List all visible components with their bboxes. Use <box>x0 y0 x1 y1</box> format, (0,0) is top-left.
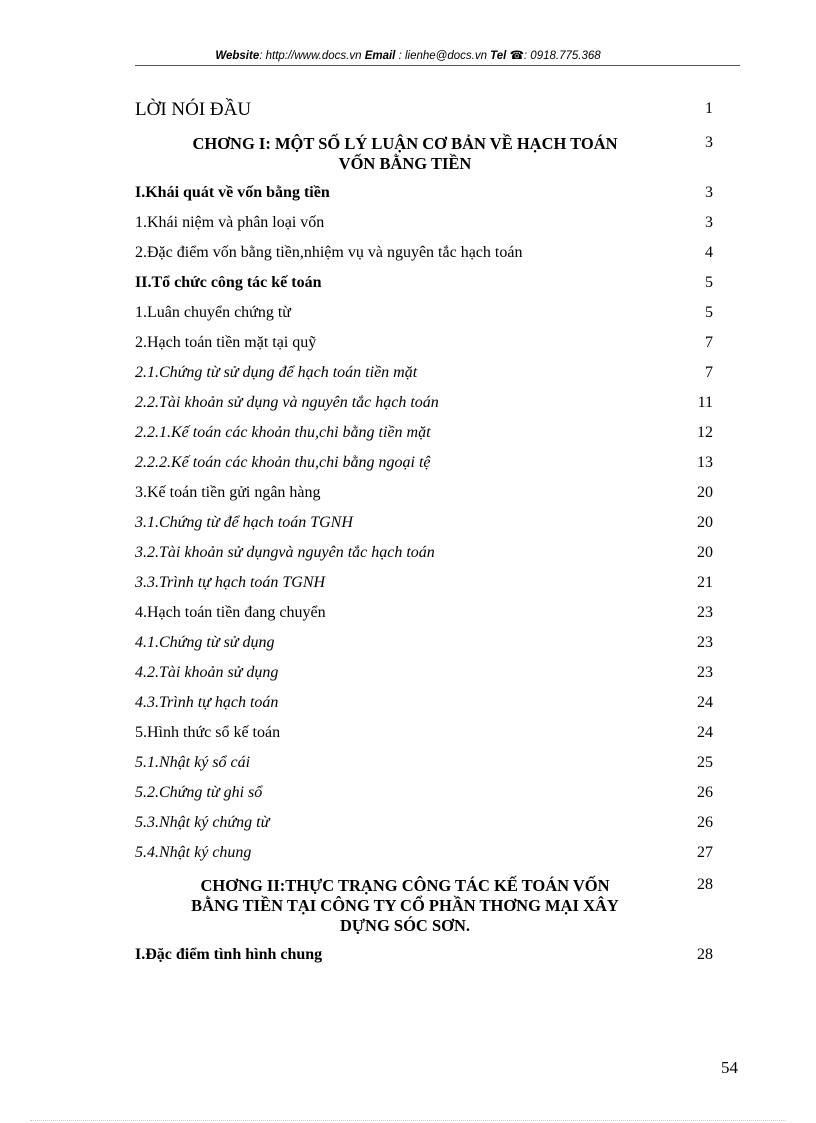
toc-page-number: 24 <box>697 724 713 741</box>
chapter2-line: DỰNG SÓC SƠN. <box>339 916 471 935</box>
toc-entry-text: I.Khái quát về vốn bằng tiền <box>135 184 330 201</box>
toc-page-number: 23 <box>697 664 713 681</box>
toc-entry-text: 2.2.Tài khoản sử dụng và nguyên tắc hạch toán <box>135 394 439 411</box>
toc-page-number: 26 <box>697 814 713 831</box>
toc-page-number: 5 <box>705 304 713 321</box>
email-label: Email <box>364 50 396 62</box>
toc-page-number: 21 <box>697 574 713 591</box>
toc-page-number: 25 <box>697 754 713 771</box>
toc-page-number: 11 <box>697 394 713 411</box>
toc-page-number: 3 <box>705 184 713 201</box>
toc-entry-text: 5.2.Chứng từ ghi sổ <box>135 784 263 801</box>
toc-entry-text: II.Tổ chức công tác kế toán <box>135 274 322 291</box>
toc-entry-text: 2.2.1.Kế toán các khoản thu,chi bằng tiền mặt <box>135 424 431 441</box>
toc-page-number: 4 <box>705 244 713 261</box>
email-value: : lienhe@docs.vn <box>398 50 487 62</box>
toc-title: LỜI NÓI ĐẦU <box>135 99 252 120</box>
toc-page-number: 3 <box>705 134 713 151</box>
page-header <box>0 48 816 62</box>
chapter1-heading <box>135 134 675 174</box>
toc-entry-text: 5.Hình thức sổ kế toán <box>135 724 281 741</box>
toc-entry-text: 2.Hạch toán tiền mặt tại quỹ <box>135 334 317 351</box>
toc-page-number: 13 <box>697 454 713 471</box>
toc-page-number: 5 <box>705 274 713 291</box>
toc-entry-text: 3.Kế toán tiền gửi ngân hàng <box>135 484 321 501</box>
toc-entry-text: 1.Khái niệm và phân loại vốn <box>135 214 325 231</box>
toc-page-number: 23 <box>697 604 713 621</box>
toc-page-number: 20 <box>697 484 713 501</box>
toc-page-number: 23 <box>697 634 713 651</box>
chapter1-line: CHƠNG I: MỘT SỐ LÝ LUẬN CƠ BẢN VỀ HẠCH TOÁN <box>192 134 618 153</box>
chapter1-line: VỐN BẰNG TIỀN <box>338 154 472 173</box>
chapter2-line: BẰNG TIỀN TẠI CÔNG TY CỔ PHẦN THƠNG MẠI XÂY <box>191 896 619 915</box>
chapter2-heading <box>135 876 675 936</box>
toc-page-number: 7 <box>705 334 713 351</box>
website-value: : http://www.docs.vn <box>259 50 362 62</box>
toc-entry-text: I.Đặc điểm tình hình chung <box>135 946 323 963</box>
toc-page-number: 26 <box>697 784 713 801</box>
toc-entry-text: 5.4.Nhật ký chung <box>135 844 252 861</box>
chapter2-line: CHƠNG II:THỰC TRẠNG CÔNG TÁC KẾ TOÁN VỐN <box>200 876 610 895</box>
tel-label: Tel <box>490 50 507 62</box>
toc-entry-text: 3.1.Chứng từ để hạch toán TGNH <box>135 514 353 531</box>
footer-divider <box>30 1120 786 1121</box>
toc-page-number: 20 <box>697 544 713 561</box>
tel-value: : 0918.775.368 <box>523 50 601 62</box>
toc-page-number: 24 <box>697 694 713 711</box>
toc-page-number: 7 <box>705 364 713 381</box>
toc-page-number: 28 <box>697 876 713 893</box>
toc-entry-text: 4.3.Trình tự hạch toán <box>135 694 279 711</box>
toc-page-number: 27 <box>697 844 713 861</box>
toc-page-number: 1 <box>705 100 713 117</box>
toc-page-number: 20 <box>697 514 713 531</box>
toc-entry-text: 4.1.Chứng từ sử dụng <box>135 634 275 651</box>
toc-page-number: 12 <box>697 424 713 441</box>
toc-entry-text: 5.1.Nhật ký sổ cái <box>135 754 251 771</box>
toc-page-number: 28 <box>697 946 713 963</box>
toc-entry-text: 3.3.Trình tự hạch toán TGNH <box>135 574 326 591</box>
toc-entry-text: 2.Đặc điểm vốn bằng tiền,nhiệm vụ và nguyên tắc hạch toán <box>135 244 523 261</box>
toc-page-number: 3 <box>705 214 713 231</box>
website-label: Website <box>215 50 260 62</box>
header-divider <box>135 65 740 66</box>
toc-entry-text: 4.Hạch toán tiền đang chuyển <box>135 604 326 621</box>
toc-entry-text: 5.3.Nhật ký chứng từ <box>135 814 270 831</box>
page-number: 54 <box>721 1058 738 1077</box>
toc-entry-text: 2.1.Chứng từ sử dụng để hạch toán tiền mặt <box>135 364 418 381</box>
phone-icon: ☎ <box>509 50 524 62</box>
toc-entry-text: 2.2.2.Kế toán các khoản thu,chi bằng ngoại tệ <box>135 454 431 471</box>
toc-entry-text: 3.2.Tài khoản sử dụngvà nguyên tắc hạch toán <box>135 544 435 561</box>
toc-entry-text: 1.Luân chuyển chứng từ <box>135 304 291 321</box>
toc-entry-text: 4.2.Tài khoản sử dụng <box>135 664 279 681</box>
